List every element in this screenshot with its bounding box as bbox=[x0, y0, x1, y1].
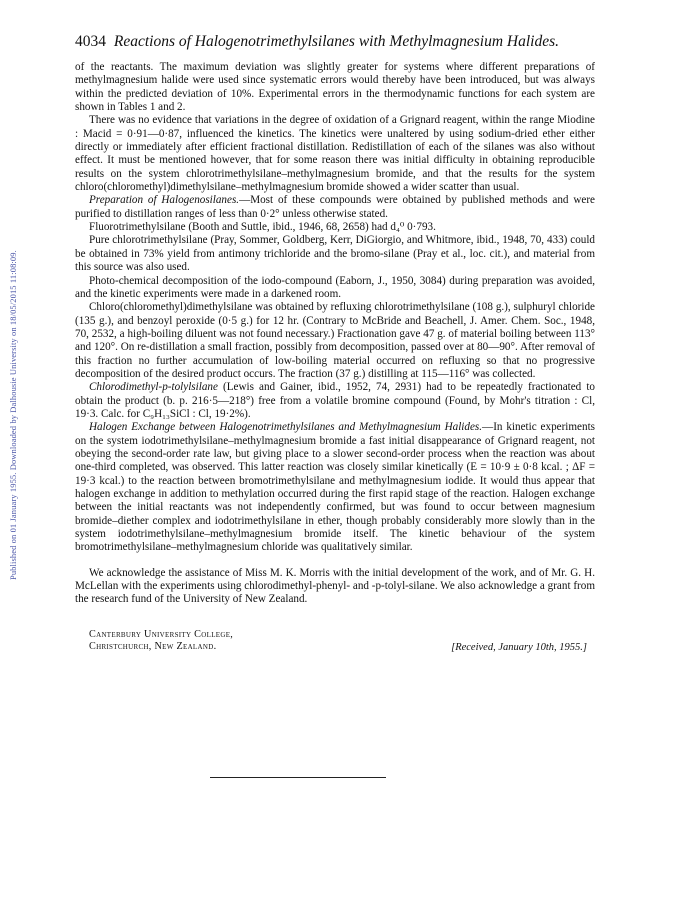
paragraph-continued: of the reactants. The maximum deviation was slightly greater for systems where different preparations of methylmagnesium halide were used since systematic errors would thereby have been introduced, but was always within the predicted deviation of 10%. Experimental errors in the thermodynamic functions for each system are shown in Tables 1 and 2. bbox=[75, 61, 595, 114]
paragraph-tolylsilane-text: (Lewis and Gainer, ibid., 1952, 74, 2931) had to be repeatedly fractionated to obtain the product (b. p. 216·5—218°) free from a volatile bromine compound (Found, by Mohr's titration : Cl, 19·3. Calc. for C₉H₁₃SiCl : Cl, 19·2%). bbox=[75, 381, 595, 420]
paragraph-chlorotrimethylsilane: Pure chlorotrimethylsilane (Pray, Sommer, Goldberg, Kerr, DiGiorgio, and Whitmore, ibid., 1948, 70, 433) could be obtained in 73% yield from antimony trichloride and the bromo-silane (Pray et al., loc. cit.), and material from this source was also used. bbox=[75, 234, 595, 274]
download-notice: Published on 01 January 1955. Downloaded by Dalhousie University on 18/05/2015 11:08:09. bbox=[8, 250, 18, 580]
address-line-1: Canterbury University College, bbox=[89, 628, 234, 640]
paragraph-oxidation: There was no evidence that variations in the degree of oxidation of a Grignard reagent, within the range Miodine : Macid = 0·91—0·87, influenced the kinetics. The kinetics were unaltered by using sodium-dried ether either directly or immediately after efficient fractional distillation. Redistillation of each of the silanes was also without effect. It must be mentioned however, that for some reason there was initial difficulty in obtaining reproducible results on the system chlorotrimethylsilane–methylmagnesium bromide, and that the results for the system chloro(chloromethyl)dimethylsilane–methylmagnesium bromide showed a wider scatter than usual. bbox=[75, 114, 595, 194]
paragraph-tolylsilane bbox=[75, 381, 595, 421]
acknowledgement: We acknowledge the assistance of Miss M. K. Morris with the initial development of the work, and of Mr. G. H. McLellan with the experiments using chlorodimethyl-phenyl- and -p-tolyl-silane. We also acknowledge a grant from the research fund of the University of New Zealand. bbox=[75, 566, 595, 606]
download-watermark bbox=[0, 0, 28, 912]
received-date: [Received, January 10th, 1955.] bbox=[451, 641, 587, 653]
page-number: 4034 bbox=[75, 33, 106, 50]
section-heading-preparation: Preparation of Halogenosilanes. bbox=[89, 194, 240, 207]
article-body bbox=[75, 61, 595, 555]
institution-address bbox=[89, 629, 233, 654]
paragraph-halogen-exchange-text: —In kinetic experiments on the system iodotrimethylsilane–methylmagnesium bromide a fast initial disappearance of Grignard reagent, not obeying the second-order rate law, but giving place to a slower second-order process when the reaction was about one-third completed, was observed. This latter reaction was closely similar kinetically (E = 10·9 ± 0·8 kcal. ; ΔF = 19·3 kcal.) to the reaction between bromotrimethylsilane and methylmagnesium iodide. It would thus appear that halogen exchange in addition to methylation occurred during the first rapid stage of the reaction. Halogen exchange between the initial reactants was not independently confirmed, but was found to occur between magnesium bromide–diether complex and iodotrimethylsilane in ether, though probably considerably more slowly than in the system iodotrimethylsilane–methylmagnesium bromide itself. The kinetic behaviour of the system bromotrimethylsilane–methylmagnesium chloride was qualitatively similar. bbox=[75, 421, 595, 554]
paragraph-preparation-text: —Most of these compounds were obtained by published methods and were purified to distillation ranges of less than 0·2° unless otherwise stated. bbox=[75, 194, 595, 220]
paragraph-halogen-exchange bbox=[75, 421, 595, 554]
compound-name-tolylsilane: Chlorodimethyl-p-tolylsilane bbox=[89, 381, 218, 394]
address-block bbox=[75, 629, 595, 657]
end-rule bbox=[210, 777, 386, 778]
address-line-2: Christchurch, New Zealand. bbox=[89, 641, 217, 653]
paragraph-preparation bbox=[75, 194, 595, 221]
paragraph-iodo-compound: Photo-chemical decomposition of the iodo-compound (Eaborn, J., 1950, 3084) during preparation was avoided, and the kinetic experiments were made in a darkened room. bbox=[75, 274, 595, 300]
paragraph-fluorotrimethylsilane: Fluorotrimethylsilane (Booth and Suttle, ibid., 1946, 68, 2658) had d₄⁰ 0·793. bbox=[89, 221, 436, 234]
running-title: Reactions of Halogenotrimethylsilanes with Methylmagnesium Halides. bbox=[113, 33, 560, 50]
paragraph-chloromethyl: Chloro(chloromethyl)dimethylsilane was obtained by refluxing chlorotrimethylsilane (108 g.), sulphuryl chloride (135 g.), and benzoyl peroxide (0·5 g.) for 12 hr. (Contrary to McBride and Beachell, J. Amer. Chem. Soc., 1948, 70, 2532, a high-boiling diluent was not found necessary.) Fractionation gave 47 g. of material boiling between 113° and 120°. On re-distillation a small fraction, possibly from decomposition, passed over at 80—90°. After removal of this fraction no further accumulation of low-boiling material occurred on refluxing so that no progressive decomposition of the desired product occurs. The fraction (37 g.) distilling at 115—116° was collected. bbox=[75, 301, 595, 380]
running-header bbox=[75, 32, 595, 52]
section-heading-halogen-exchange: Halogen Exchange between Halogenotrimethylsilanes and Methylmagnesium Halides. bbox=[89, 421, 483, 434]
journal-page bbox=[75, 32, 595, 657]
